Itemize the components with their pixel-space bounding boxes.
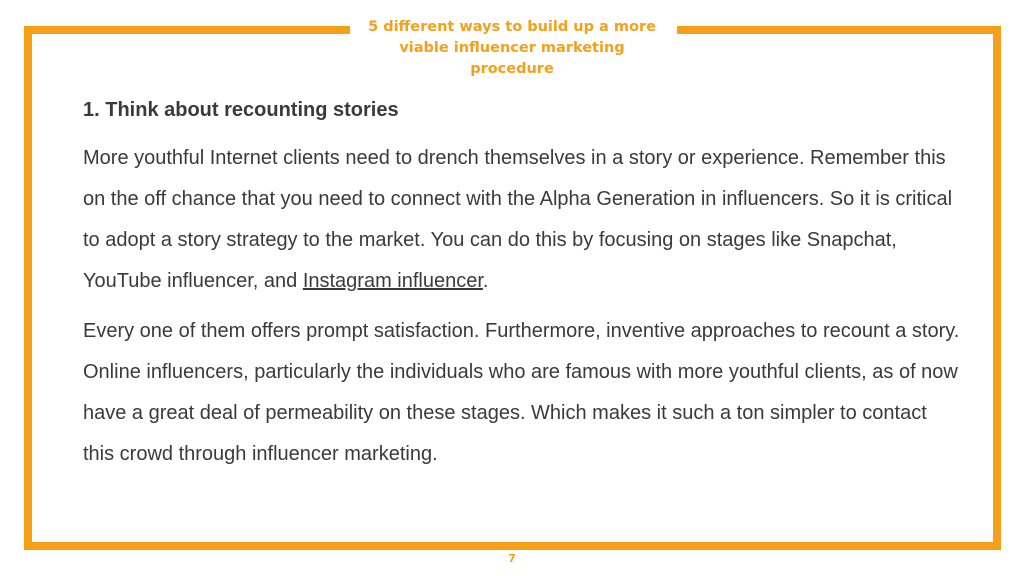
paragraph-1-end: . bbox=[482, 270, 489, 292]
paragraph-1 bbox=[83, 138, 963, 302]
paragraph-1-text: More youthful Internet clients need to drench themselves in a story or experience. Remember this on the off chance that you need to connect with the Alpha Generation in influencers. So it is critical to adopt a story strategy to the market. You can do this by focusing on stages like Snapchat, YouTube influencer, and bbox=[83, 147, 953, 292]
frame-border-top-right bbox=[677, 26, 1001, 34]
frame-border-top-left bbox=[24, 26, 350, 34]
paragraph-2: Every one of them offers prompt satisfaction. Furthermore, inventive approaches to recount a story. Online influencers, particularly the individuals who are famous with more youthful clients, as of now have a great deal of permeability on these stages. Which makes it such a ton simpler to contact this crowd through influencer marketing. bbox=[83, 320, 960, 465]
page-number: 7 bbox=[508, 552, 516, 565]
frame-border-bottom bbox=[24, 542, 1001, 550]
slide-title: 5 different ways to build up a more viable influencer marketing procedure bbox=[368, 19, 656, 77]
frame-border-right bbox=[993, 26, 1001, 550]
section-heading: 1. Think about recounting stories bbox=[83, 99, 399, 121]
frame-border-left bbox=[24, 26, 32, 550]
instagram-influencer-link[interactable]: Instagram influencer bbox=[302, 270, 483, 292]
